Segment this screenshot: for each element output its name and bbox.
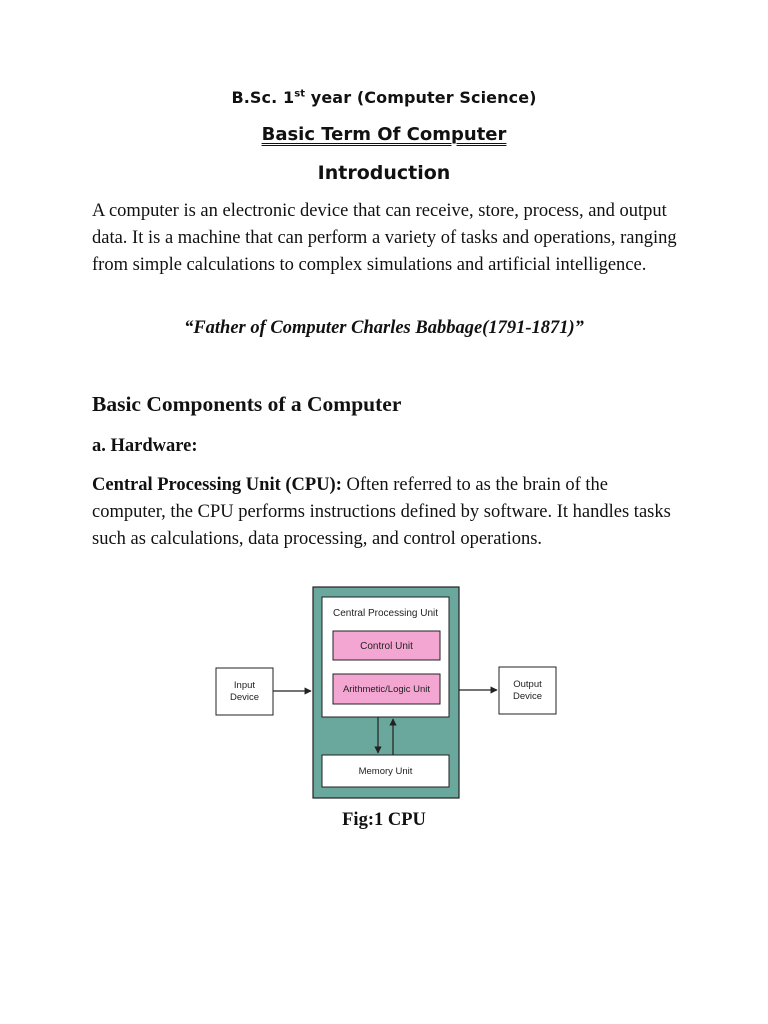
- course-ordinal-suffix: st: [294, 88, 306, 100]
- output-device-label-line1: Output: [513, 679, 542, 690]
- output-device-label-line2: Device: [512, 691, 543, 702]
- cpu-description: Often referred to as the brain of the computer, the CPU performs instructions defined by software. It handles tasks such as calculations, data processing, and control operations.: [92, 475, 671, 549]
- cpu-diagram: [214, 586, 560, 802]
- introduction-heading: Introduction: [317, 162, 451, 184]
- alu-label: Arithmetic/Logic Unit: [342, 684, 431, 695]
- course-line: [0, 88, 768, 107]
- document-title: [0, 124, 768, 145]
- components-heading: Basic Components of a Computer: [92, 392, 402, 416]
- cpu-paragraph: [92, 472, 682, 553]
- babbage-quote: “Father of Computer Charles Babbage(1791-1871)”: [184, 318, 584, 338]
- course-suffix: year (Computer Science): [305, 88, 537, 107]
- course-prefix: B.Sc. 1: [231, 88, 295, 107]
- input-device-label-line2: Device: [229, 692, 260, 703]
- memory-unit-label: Memory Unit: [358, 766, 413, 777]
- control-unit-label: Control Unit: [360, 641, 413, 652]
- cpu-label: Central Processing Unit: [332, 608, 439, 619]
- document-title-text: Basic Term Of Computer: [261, 124, 507, 145]
- introduction-paragraph: A computer is an electronic device that can receive, store, process, and output data. It is a machine that can perform a variety of tasks and operations, ranging from simple calculations to complex simulations and artificial intelligence.: [92, 201, 677, 275]
- input-device-label-line1: Input: [233, 680, 256, 691]
- figure-caption: Fig:1 CPU: [342, 810, 426, 830]
- hardware-heading: a. Hardware:: [92, 436, 198, 456]
- cpu-term: Central Processing Unit (CPU):: [92, 475, 342, 495]
